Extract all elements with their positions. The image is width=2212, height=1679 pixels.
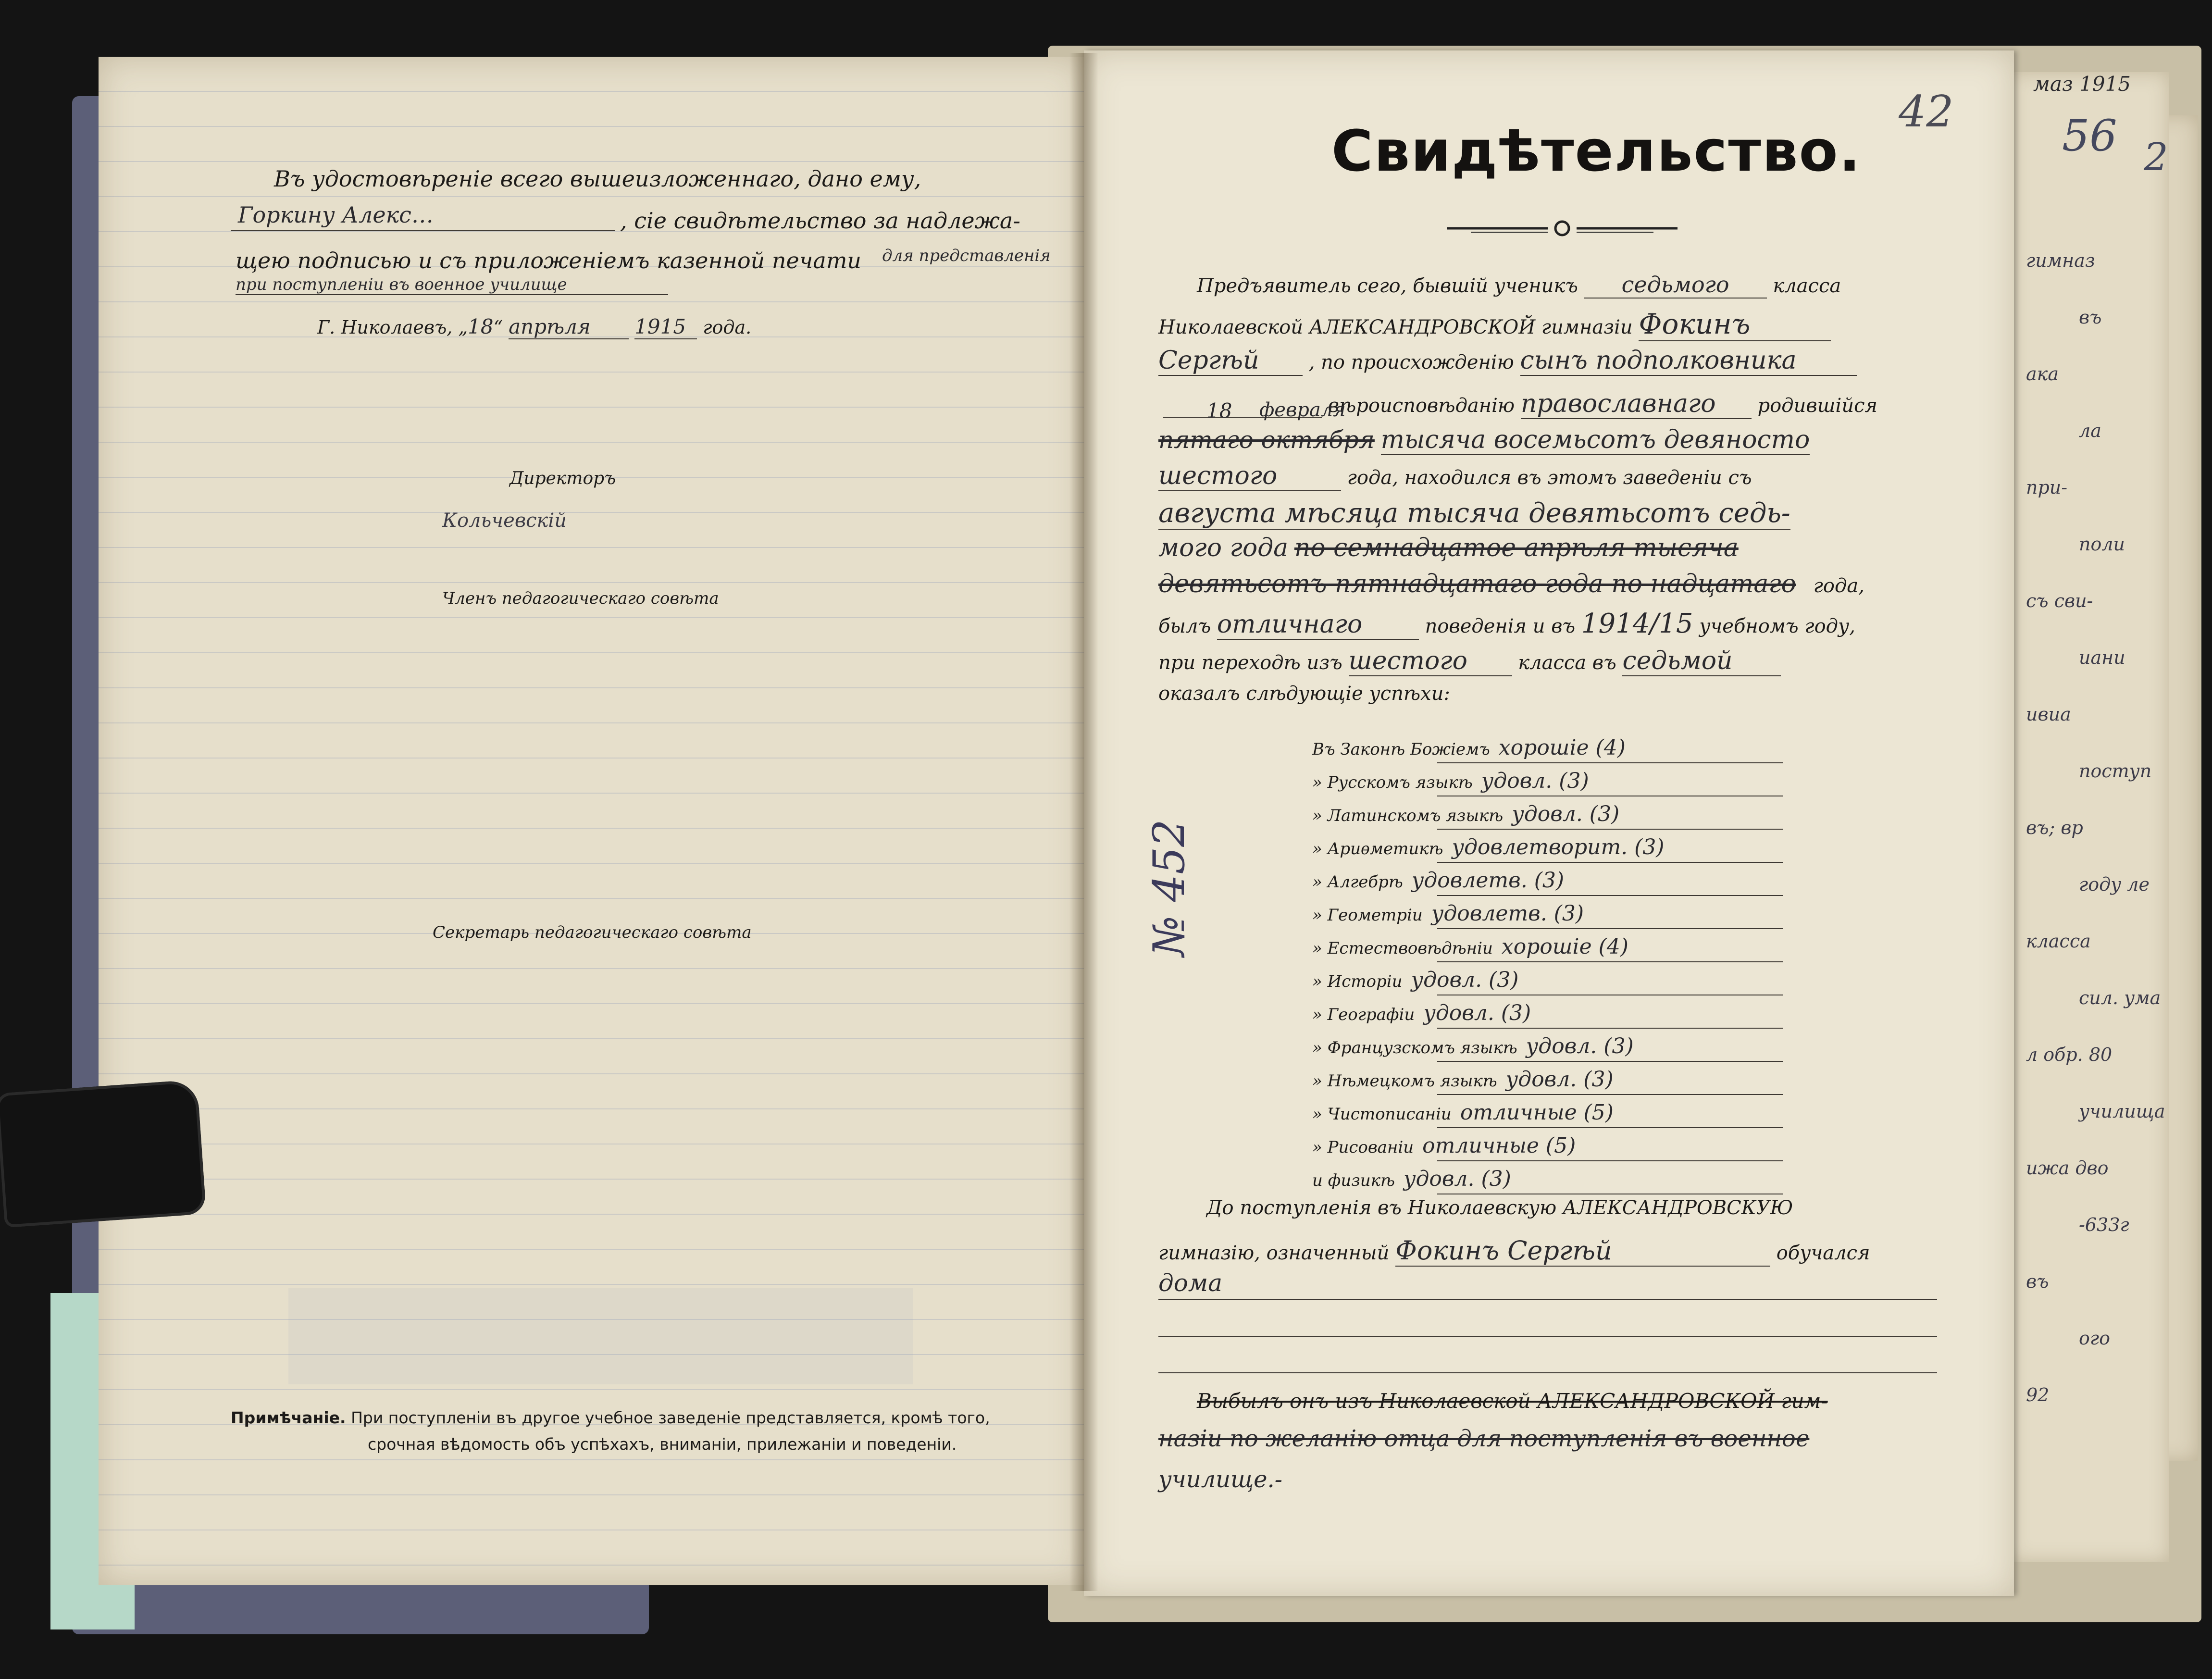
place-date: Г. Николаевъ, „18“ апрѣля 1915 года.: [317, 315, 752, 338]
subject-label: » Геометріи: [1312, 906, 1423, 925]
underlying-fragment: въ: [2079, 307, 2102, 328]
underlying-fragment: поли: [2079, 534, 2125, 555]
subject-grade: удовл. (3): [1505, 1067, 1614, 1092]
underlying-fragment: въ; вр: [2026, 817, 2083, 838]
subject-grade: удовл. (3): [1512, 802, 1620, 826]
subject-label: и физикѣ: [1312, 1171, 1395, 1190]
subject-grade: удовлетворит. (3): [1452, 835, 1665, 859]
subject-label: » Французскомъ языкѣ: [1312, 1038, 1517, 1057]
subject-grade: удовл. (3): [1403, 1167, 1511, 1191]
title-ornament: [1442, 219, 1682, 238]
prior-place: дома: [1158, 1269, 1223, 1297]
cert-line-2: , сіе свидѣтельство за надлежа-: [620, 208, 1020, 234]
subject-underline: [1437, 1094, 1783, 1095]
student-surname: Фокинъ: [1639, 308, 1831, 341]
subject-label: » Латинскомъ языкѣ: [1312, 806, 1504, 825]
leave-year-struck: девятьсотъ пятнадцатаго года по надцатаго: [1158, 570, 1796, 598]
subject-label: » Исторіи: [1312, 972, 1403, 991]
l2-print: Николаевской АЛЕКСАНДРОВСКОЙ гимназіи: [1158, 316, 1633, 338]
admission-year: мого года: [1158, 534, 1289, 562]
body-line-5: [1158, 425, 1810, 454]
subject-row: [1312, 968, 1793, 999]
stamp-number: № 452: [1144, 819, 1194, 957]
underlying-fragment: -633г: [2079, 1214, 2129, 1235]
director-signature: Кольчевскій: [442, 510, 567, 532]
cert-line-1-print: Въ удостовѣреніе всего вышеизложеннаго, дано ему,: [274, 166, 921, 192]
l4-print-b: родившійся: [1757, 395, 1877, 417]
cert-purpose-b: при поступленіи въ военное училище: [236, 275, 567, 294]
body-line-12: оказалъ слѣдующіе успѣхи:: [1158, 683, 1450, 705]
binder-clip: [0, 1080, 206, 1228]
prior-line-c: [1158, 1372, 1937, 1373]
subject-underline: [1437, 1061, 1783, 1062]
subject-row: [1312, 735, 1793, 767]
cert-line-1: [274, 166, 921, 192]
folio-number: 42: [1899, 87, 1954, 137]
book-spine: [1069, 53, 1098, 1591]
note-label: Примѣчаніе.: [231, 1408, 346, 1427]
underlying-fragment: иани: [2079, 647, 2125, 668]
subject-grade: удовл. (3): [1411, 968, 1519, 992]
member-label: Членъ педагогическаго совѣта: [442, 589, 719, 608]
subject-label: » Географіи: [1312, 1005, 1415, 1024]
issue-month: апрѣля: [509, 315, 629, 339]
exit-line-1: Выбылъ онъ изъ Николаевской АЛЕКСАНДРОВСКОЙ гим-: [1197, 1389, 1828, 1413]
note: [231, 1408, 990, 1427]
l3-print: , по происхожденію: [1308, 351, 1514, 373]
subject-grade: отличные (5): [1460, 1100, 1614, 1125]
document-title: Свидѣтельство.: [1331, 118, 1862, 184]
birth-day: 18: [1206, 399, 1232, 423]
subject-underline: [1437, 895, 1783, 896]
prior-student-name: Фокинъ Сергѣй: [1395, 1235, 1770, 1267]
subject-underline: [1437, 762, 1783, 763]
issue-year: 1915: [634, 315, 697, 339]
origin: сынъ подполковника: [1520, 346, 1857, 376]
subject-row: [1312, 1067, 1793, 1099]
subject-row: [1312, 802, 1793, 833]
prior-line-a: [1158, 1299, 1937, 1300]
l11-print-a: при переходѣ изъ: [1158, 652, 1342, 674]
body-line-3: [1158, 346, 1857, 376]
birth-month: февраля: [1259, 399, 1346, 421]
subject-label: » Естествовѣдѣніи: [1312, 939, 1493, 958]
prior-print-b: гимназію, означенный: [1158, 1242, 1390, 1264]
prior-line-2: [1158, 1235, 1870, 1267]
subject-underline: [1437, 862, 1783, 863]
underlying-fragment: ижа дво: [2026, 1157, 2109, 1179]
subject-underline: [1437, 829, 1783, 830]
l10-print-b: поведенія и въ: [1425, 615, 1576, 637]
subject-row: [1312, 901, 1793, 933]
subject-underline: [1437, 1160, 1783, 1161]
birth-date-struck: пятаго октября: [1158, 426, 1375, 454]
subject-row: [1312, 868, 1793, 900]
director-label: Директоръ: [510, 469, 616, 488]
subject-row: [1312, 934, 1793, 966]
exit-line-3: училище.-: [1158, 1466, 1283, 1493]
l6-print: года, находился въ этомъ заведеніи съ: [1347, 467, 1752, 489]
underlying-fragment: л обр. 80: [2026, 1044, 2113, 1065]
religion: православнаго: [1521, 389, 1752, 419]
school-year: 1914/15: [1581, 608, 1693, 639]
l4-print-a: вѣроисповѣданію: [1328, 395, 1515, 417]
subject-grade: хорошіе (4): [1501, 934, 1628, 959]
underlying-date: маз 1915: [2033, 72, 2131, 96]
subject-label: » Русскомъ языкѣ: [1312, 773, 1473, 792]
prior-print-c: обучался: [1776, 1242, 1870, 1264]
subject-grade: удовлетв. (3): [1431, 901, 1584, 926]
subject-label: » Алгебрѣ: [1312, 872, 1403, 892]
recipient-line: [231, 230, 615, 231]
subject-row: [1312, 835, 1793, 867]
cert-line-3: щею подписью и съ приложеніемъ казенной печати: [236, 248, 862, 274]
prior-line-b: [1158, 1336, 1937, 1337]
conduct-grade: отличнаго: [1217, 610, 1419, 640]
underlying-fragment: ого: [2079, 1328, 2110, 1349]
subject-underline: [1437, 1028, 1783, 1029]
l9-print: года,: [1813, 575, 1864, 597]
underlying-fragment: 92: [2026, 1384, 2050, 1405]
note-line-2: срочная вѣдомость объ успѣхахъ, вниманіи, прилежаніи и поведеніи.: [368, 1435, 957, 1454]
subject-grade: отличные (5): [1422, 1133, 1576, 1158]
underlying-fragment: году ле: [2079, 874, 2150, 895]
underlying-fragment: ла: [2079, 420, 2101, 441]
underlying-fragment: класса: [2026, 931, 2091, 952]
place-date-print: Г. Николаевъ, „: [317, 317, 468, 338]
exit-line-2: назіи по желанію отца для поступленія въ военное: [1158, 1425, 1810, 1452]
subject-label: Въ Законѣ Божіемъ: [1312, 740, 1490, 759]
subject-grade: удовл. (3): [1526, 1034, 1634, 1058]
to-class: седьмой: [1622, 647, 1781, 676]
subject-underline: [1437, 1127, 1783, 1128]
subject-label: » Чистописаніи: [1312, 1105, 1452, 1124]
recipient-name: Горкину Алекс…: [238, 202, 434, 228]
underlying-fragment: сил. ума: [2079, 987, 2161, 1008]
underlying-fragment: при-: [2026, 477, 2068, 498]
l1-print-a: Предъявитель сего, бывшій ученикъ: [1197, 275, 1578, 297]
admission-date: августа мѣсяца тысяча девятьсотъ седь-: [1158, 497, 1790, 529]
underlying-fragment: съ сви-: [2026, 590, 2093, 611]
cert-purpose-a: для представленія: [882, 246, 1051, 265]
l11-print-b: класса въ: [1518, 652, 1616, 674]
underlying-fragment: въ: [2026, 1271, 2049, 1292]
subject-grade: удовлетв. (3): [1411, 868, 1565, 893]
l10-print-c: учебномъ году,: [1699, 615, 1855, 637]
birth-year-end: шестого: [1158, 461, 1341, 491]
underlying-fragment: ака: [2026, 363, 2059, 385]
subject-row: [1312, 1167, 1793, 1198]
body-line-1: [1197, 272, 1841, 298]
issue-year-suffix: года.: [703, 317, 752, 338]
page-stain: [288, 1288, 913, 1384]
prior-line-1: До поступленія въ Николаевскую АЛЕКСАНДРОВСКУЮ: [1206, 1197, 1793, 1219]
class-number: седьмого: [1584, 272, 1767, 298]
l10-print-a: былъ: [1158, 615, 1211, 637]
leave-date-struck: по семнадцатое апрѣля тысяча: [1294, 534, 1739, 562]
body-line-2: [1158, 308, 1831, 341]
body-line-11: [1158, 647, 1781, 676]
underlying-folio-2: 2: [2144, 135, 2168, 179]
subject-label: » Ариѳметикѣ: [1312, 839, 1443, 858]
subject-row: [1312, 1001, 1793, 1032]
subject-grade: удовл. (3): [1481, 769, 1589, 793]
subject-label: » Нѣмецкомъ языкѣ: [1312, 1071, 1497, 1091]
body-line-10: [1158, 608, 1855, 640]
l1-print-b: класса: [1773, 275, 1841, 297]
from-class: шестого: [1349, 647, 1512, 676]
underlying-fragment: ивиа: [2026, 704, 2071, 725]
subject-row: [1312, 769, 1793, 800]
body-line-8: [1158, 534, 1739, 562]
subject-label: » Рисованіи: [1312, 1138, 1414, 1157]
subject-row: [1312, 1100, 1793, 1132]
issue-day: 18: [468, 315, 494, 338]
body-line-6: [1158, 461, 1752, 491]
student-name: Сергѣй: [1158, 346, 1303, 376]
body-line-9: [1158, 570, 1864, 598]
underlying-folio: 56: [2062, 111, 2117, 161]
purpose-line: [236, 294, 668, 295]
subject-row: [1312, 1034, 1793, 1066]
note-line-1: При поступленіи въ другое учебное заведеніе представляется, кромѣ того,: [351, 1408, 990, 1427]
subject-row: [1312, 1133, 1793, 1165]
secretary-label: Секретарь педагогическаго совѣта: [433, 923, 752, 942]
subject-grade: удовл. (3): [1423, 1001, 1531, 1025]
underlying-fragment: гимназ: [2026, 250, 2095, 271]
subject-underline: [1437, 961, 1783, 962]
subject-underline: [1437, 928, 1783, 929]
birth-year-words: тысяча восемьсотъ девяносто: [1380, 425, 1810, 454]
underlying-fragment: поступ: [2079, 760, 2152, 782]
subject-grade: хорошіе (4): [1498, 735, 1626, 760]
underlying-fragment: училища: [2079, 1101, 2165, 1122]
